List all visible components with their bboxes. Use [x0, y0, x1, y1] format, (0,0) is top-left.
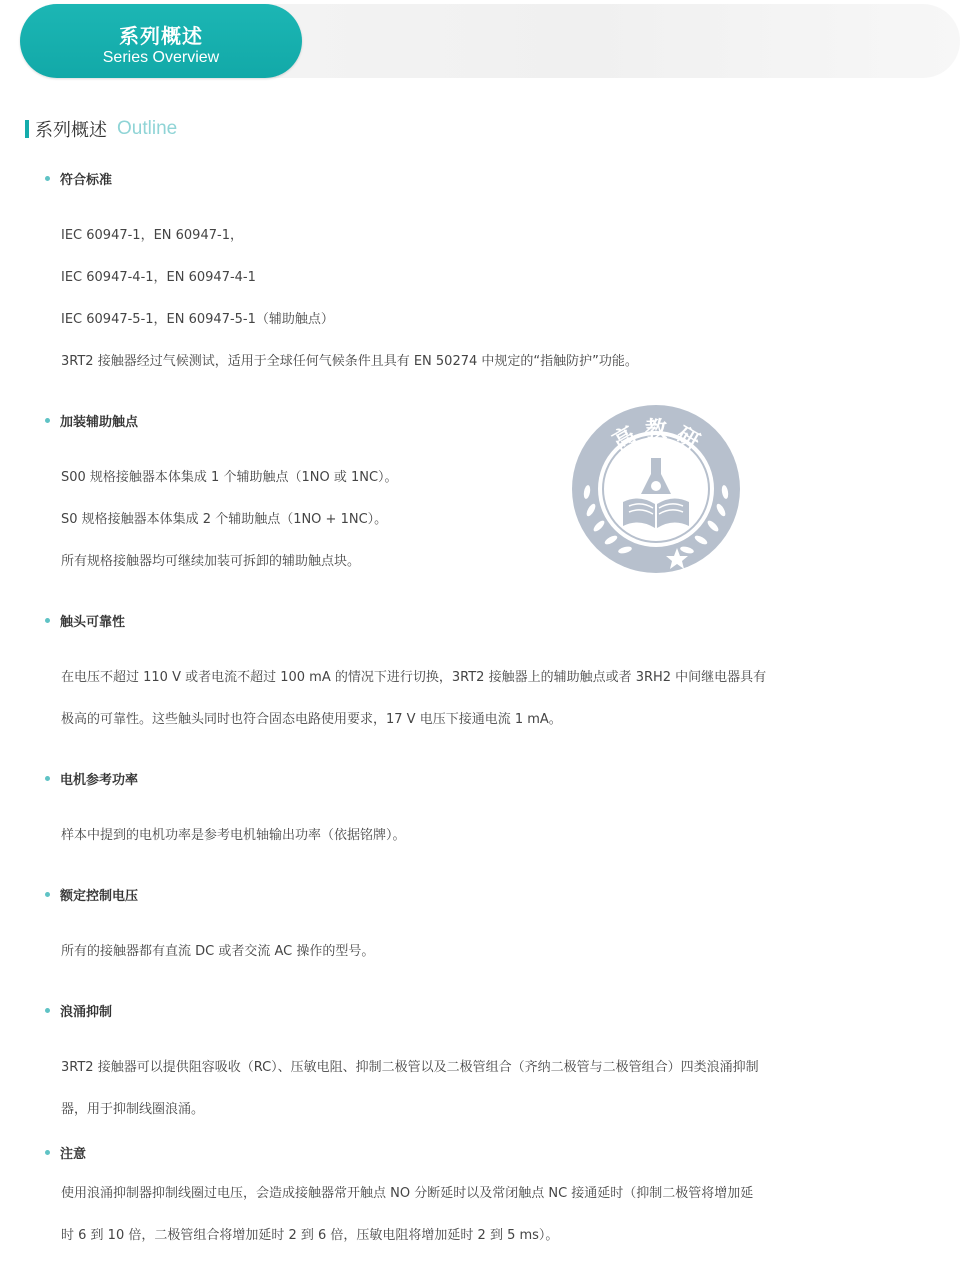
item-title-text: 加装辅助触点 [60, 414, 139, 430]
item-title-aux-contacts [45, 410, 138, 430]
item-title-text: 注意 [60, 1146, 87, 1162]
item-line: 3RT2 接触器经过气候测试，适用于全球任何气候条件且具有 EN 50274 中规定的“指触防护”功能。 [61, 354, 638, 369]
banner-title-en: Series Overview [102, 49, 220, 66]
item-title-contact-reliability [45, 610, 125, 630]
bullet-icon [45, 1008, 50, 1013]
item-title-text: 额定控制电压 [60, 888, 139, 904]
item-line: 器，用于抑制线圈浪涌。 [61, 1102, 205, 1117]
heading-accent-bar [25, 120, 29, 138]
item-title-text: 电机参考功率 [60, 772, 139, 788]
item-line: IEC 60947-1，EN 60947-1， [61, 228, 243, 243]
item-title-motor-power [45, 768, 138, 788]
item-title-surge-suppression [45, 1000, 112, 1020]
item-line: 3RT2 接触器可以提供阻容吸收（RC）、压敏电阻、抑制二极管以及二极管组合（齐纳二极管与二极管组合）四类浪涌抑制 [61, 1060, 759, 1075]
banner-title-cn: 系列概述 [119, 24, 203, 48]
school-emblem-icon [567, 402, 745, 576]
item-line: 使用浪涌抑制器抑制线圈过电压，会造成接触器常开触点 NO 分断延时以及常闭触点 NC 接通延时（抑制二极管将增加延 [61, 1186, 754, 1201]
svg-text:高 教 研: 高 教 研 [608, 417, 704, 456]
bullet-icon [45, 892, 50, 897]
item-title-text: 浪涌抑制 [60, 1004, 113, 1020]
item-title-text: 触头可靠性 [60, 614, 126, 630]
item-line: 样本中提到的电机功率是参考电机轴输出功率（依据铭牌）。 [61, 828, 406, 843]
item-line: 时 6 到 10 倍，二极管组合将增加延时 2 到 6 倍，压敏电阻将增加延时 2 到 5 ms）。 [61, 1228, 559, 1243]
item-line: IEC 60947-5-1，EN 60947-5-1（辅助触点） [61, 312, 334, 327]
bullet-icon [45, 418, 50, 423]
item-line: IEC 60947-4-1，EN 60947-4-1 [61, 270, 256, 285]
section-title-en: Outline [117, 118, 178, 139]
item-title-text: 符合标准 [60, 172, 113, 188]
bullet-icon [45, 618, 50, 623]
item-line: 极高的可靠性。这些触头同时也符合固态电路使用要求，17 V 电压下接通电流 1 mA。 [61, 712, 562, 727]
bullet-icon [45, 1150, 50, 1155]
item-title-standards [45, 168, 112, 188]
item-title-note [45, 1142, 86, 1162]
section-heading [25, 116, 177, 142]
item-line: 所有的接触器都有直流 DC 或者交流 AC 操作的型号。 [61, 944, 375, 959]
item-line: S0 规格接触器本体集成 2 个辅助触点（1NO + 1NC）。 [61, 512, 388, 527]
item-title-control-voltage [45, 884, 138, 904]
item-line: 所有规格接触器均可继续加装可拆卸的辅助触点块。 [61, 554, 361, 569]
item-line: S00 规格接触器本体集成 1 个辅助触点（1NO 或 1NC）。 [61, 470, 398, 485]
bullet-icon [45, 176, 50, 181]
section-title-cn: 系列概述 [35, 120, 107, 141]
bullet-icon [45, 776, 50, 781]
series-overview-banner [20, 4, 302, 78]
item-line: 在电压不超过 110 V 或者电流不超过 100 mA 的情况下进行切换，3RT2 接触器上的辅助触点或者 3RH2 中间继电器具有 [61, 670, 767, 685]
